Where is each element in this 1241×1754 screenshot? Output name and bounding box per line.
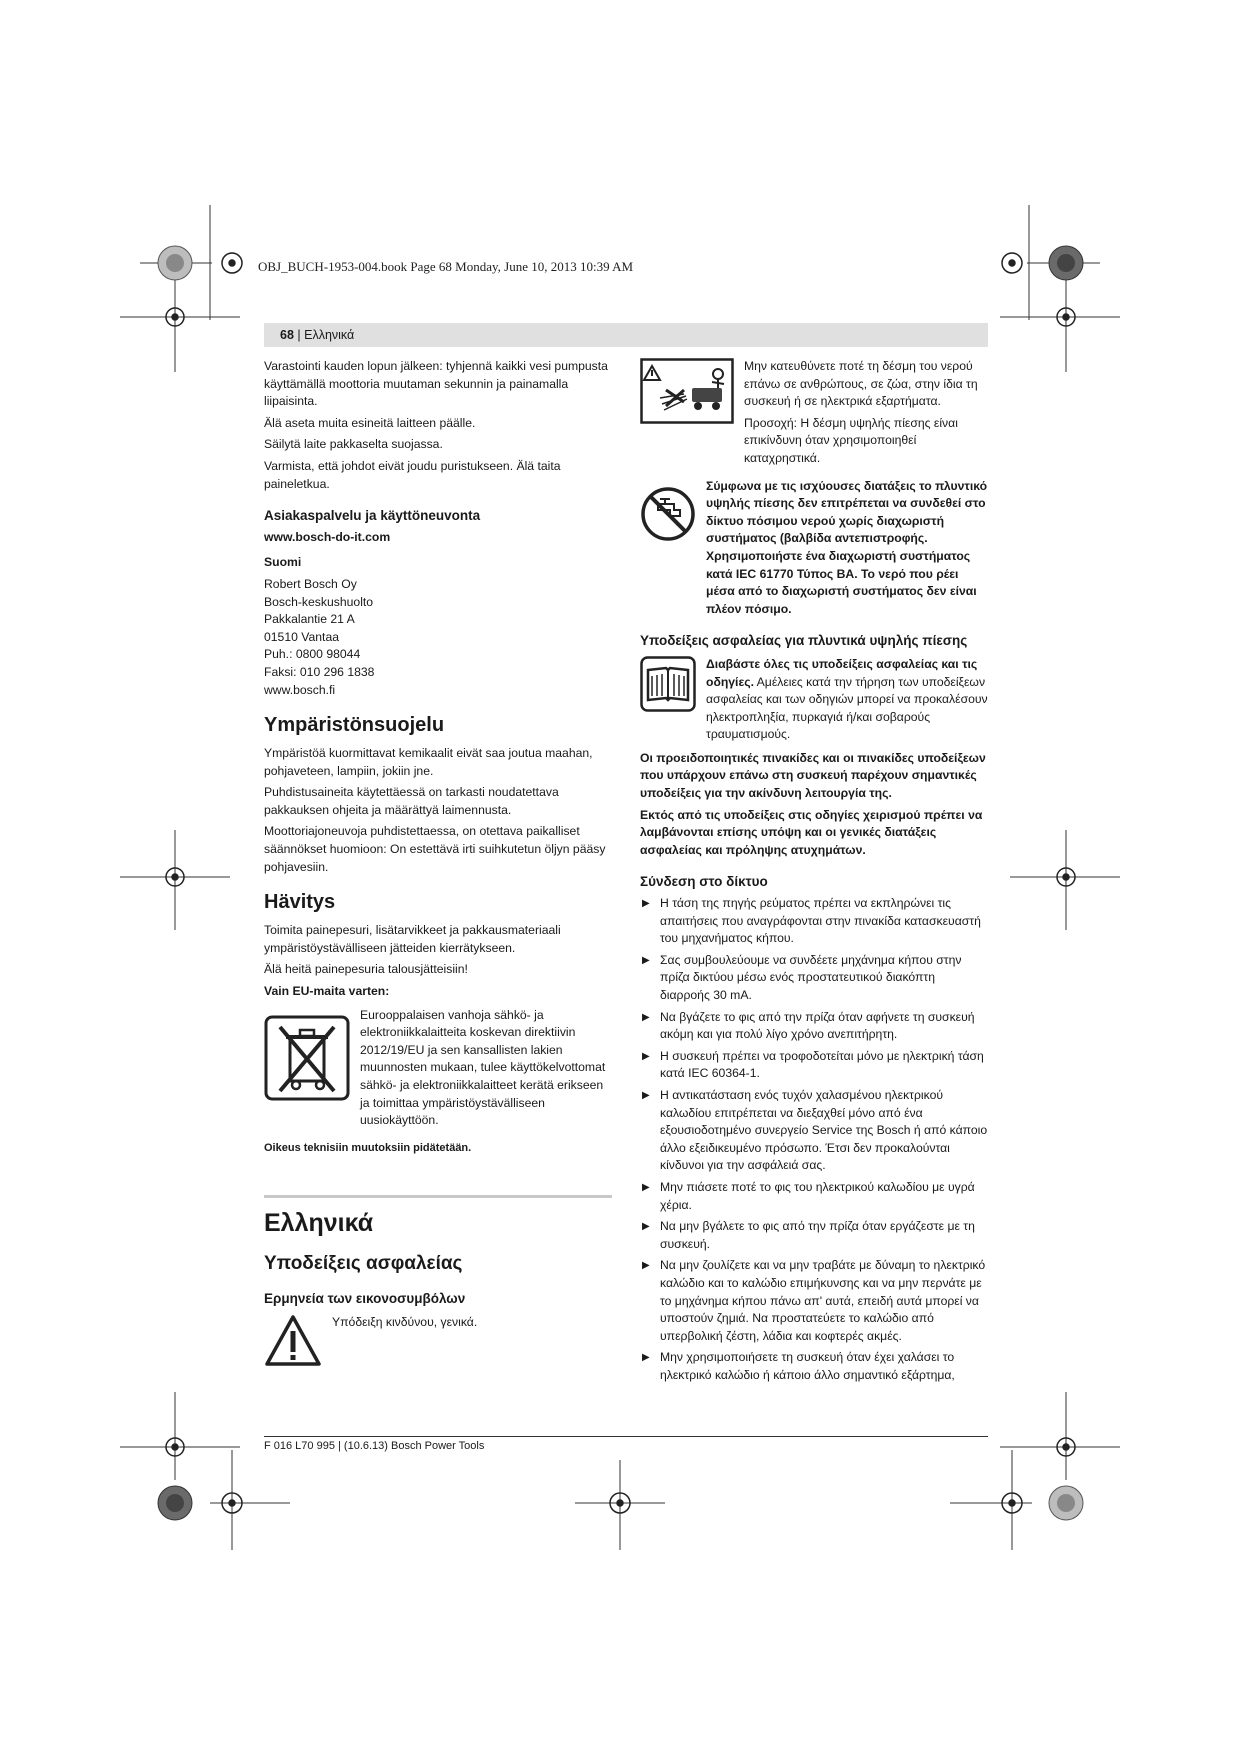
warning-labels-paragraph: Οι προειδοποιητικές πινακίδες και οι πινακίδες υποδείξεων που υπάρχουν επάνω στη συσκευή παρέχουν σημαντικές υποδείξεις για την ακίνδυνη λειτουργία της. — [640, 750, 986, 801]
weee-block — [264, 1007, 612, 1130]
environment-paragraph-1: Ympäristöä kuormittavat kemikaalit eivät saa joutua maahan, pohjaveteen, lampiin, jokiin jne. — [264, 746, 593, 778]
bullet-arrow-icon: ▶ — [642, 1181, 650, 1193]
potable-water-block — [640, 478, 988, 619]
hp-safety-heading: Υποδείξεις ασφαλείας για πλυντικά υψηλής πίεσης — [640, 633, 968, 649]
left-column — [264, 358, 612, 1380]
section-divider — [264, 1195, 612, 1198]
read-manual-text — [706, 656, 988, 744]
mains-heading: Σύνδεση στο δίκτυο — [640, 874, 768, 890]
address-line: Bosch-keskushuolto — [264, 594, 374, 609]
rights-note: Oikeus teknisiin muutoksiin pidätetään. — [264, 1141, 472, 1154]
page-language: Ελληνικά — [304, 328, 355, 342]
bullet-arrow-icon: ▶ — [642, 1050, 650, 1062]
list-item: ▶ Να μην ζουλίζετε και να μην τραβάτε με δύναμη το ηλεκτρικό καλώδιο και το καλώδιο επιμήκυνσης και να μην περνάτε με το μηχάνημα κήπου πάνω απ' αυτά, επειδή αυτά μπορεί να υποστούν ζημιά. Να προστατεύετε το καλώδιο από υπερβολική ζέστη, λάδια και κοφτερές ακμές. — [640, 1257, 988, 1345]
eu-label: Vain EU-maita varten: — [264, 984, 390, 999]
list-item: ▶ Η τάση της πηγής ρεύματος πρέπει να εκπληρώνει τις απαιτήσεις που αναγράφονται στην πινακίδα κατασκευαστή του μηχανήματος κήπου. — [640, 895, 988, 948]
bullet-arrow-icon: ▶ — [642, 1011, 650, 1023]
bullet-arrow-icon: ▶ — [642, 1089, 650, 1101]
list-item: ▶ Να μην βγάλετε το φις από την πρίζα όταν εργάζεστε με τη συσκευή. — [640, 1218, 988, 1253]
jet-paragraph-1: Μην κατευθύνετε ποτέ τη δέσμη του νερού επάνω σε ανθρώπους, σε ζώα, στην ίδια τη συσκευή ή σε ηλεκτρικά εξαρτήματα. — [744, 359, 978, 409]
water-jet-warning-icon — [640, 358, 734, 472]
address-line: Faksi: 010 296 1838 — [264, 664, 375, 679]
bullet-arrow-icon: ▶ — [642, 1352, 650, 1364]
list-item: ▶ Η συσκευή πρέπει να τροφοδοτείται μόνο με ηλεκτρική τάση κατά IEC 60364-1. — [640, 1048, 988, 1083]
potable-water-text: Σύμφωνα με τις ισχύουσες διατάξεις το πλυντικό υψηλής πίεσης δεν επιτρέπεται να συνδεθεί στο δίκτυο πόσιμου νερού χωρίς διαχωριστή συστήματος (βαλβίδα αντεπιστροφής. Χρησιμοποιήστε ένα διαχωριστή συστήματος κατά IEC 61770 Τύπος ΒΑ. Το νερό που ρέει μέσα από το διαχωριστή συστήματος δεν είναι πλέον πόσιμο. — [706, 478, 988, 616]
service-url[interactable]: www.bosch-do-it.com — [264, 529, 391, 544]
warning-triangle-icon — [264, 1314, 322, 1374]
footer-rule — [264, 1436, 988, 1437]
bullet-arrow-icon: ▶ — [642, 1260, 650, 1272]
page-separator: | — [293, 328, 305, 342]
page-header-bar — [264, 323, 988, 347]
read-manual-normal: Αμέλειες κατά την τήρηση των υποδείξεων ασφαλείας και των οδηγιών μπορεί να προκαλέσουν ηλεκτροπληξία, πυρκαγιά ή/και σοβαρούς τραυματισμούς. — [706, 674, 988, 742]
address-line[interactable]: www.bosch.fi — [264, 682, 336, 697]
disposal-paragraph-1: Toimita painepesuri, lisätarvikkeet ja pakkausmateriaali ympäristöystävälliseen jätteiden kierrätykseen. — [264, 923, 561, 955]
weee-bin-icon — [264, 1007, 350, 1130]
jet-warning-block — [640, 358, 988, 472]
address-block — [264, 576, 612, 699]
address-line: Pakkalantie 21 A — [264, 612, 355, 627]
jet-warning-text — [744, 358, 988, 472]
storage-paragraph-4: Varmista, että johdot eivät joudu puristukseen. Älä taita paineletkua. — [264, 458, 561, 491]
safety-heading: Υποδείξεις ασφαλείας — [264, 1253, 463, 1275]
page-number: 68 — [280, 328, 294, 342]
hazard-text: Υπόδειξη κινδύνου, γενικά. — [332, 1314, 478, 1329]
environment-paragraph-3: Moottoriajoneuvoja puhdistettaessa, on otettava paikalliset säännökset huomioon: On estettävä irti suihkutetun öljyn pääsy pohjavesiin. — [264, 824, 606, 874]
environment-heading: Ympäristönsuojelu — [264, 714, 445, 737]
storage-paragraph-3: Säilytä laite pakkaselta suojassa. — [264, 437, 443, 452]
disposal-paragraph-2: Älä heitä painepesuria talousjätteisiin! — [264, 962, 468, 977]
greek-title: Ελληνικά — [264, 1209, 374, 1238]
list-item: ▶ Σας συμβουλεύουμε να συνδέετε μηχάνημα κήπου στην πρίζα δικτύου μέσω ενός προστατευτικού διακόπτη διαρροής 30 mA. — [640, 952, 988, 1005]
weee-text: Eurooppalaisen vanhoja sähkö- ja elektroniikkalaitteita koskevan direktiivin 2012/19/EU ja sen kansallisten lakien muunnosten mukaan, tulee käyttökelvottomat sähkö- ja elektroniikkalaitteet kerätä erikseen ja toimittaa ympäristöystävälliseen uusiokäyttöön. — [360, 1007, 606, 1128]
page-footer: F 016 L70 995 | (10.6.13) Bosch Power Tools — [264, 1440, 485, 1452]
storage-paragraph-2: Älä aseta muita esineitä laitteen päälle. — [264, 415, 476, 430]
environment-paragraph-2: Puhdistusaineita käytettäessä on tarkasti noudatettava pakkauksen ohjeita ja määrättyä laimennusta. — [264, 785, 559, 817]
address-line: 01510 Vantaa — [264, 629, 339, 644]
bullet-arrow-icon: ▶ — [642, 898, 650, 910]
address-line: Puh.: 0800 98044 — [264, 647, 361, 662]
read-manual-block — [640, 656, 988, 744]
jet-paragraph-2: Προσοχή: Η δέσμη υψηλής πίεσης είναι επικίνδυνη όταν χρησιμοποιηθεί καταχρηστικά. — [744, 415, 958, 465]
storage-paragraph: Varastointi kauden lopun jälkeen: tyhjennä kaikki vesi pumpusta käyttämällä moottoria muutaman sekunnin ja painamalla liipaisinta. — [264, 359, 608, 409]
right-column — [640, 358, 988, 1388]
address-line: Robert Bosch Oy — [264, 576, 357, 591]
no-potable-water-icon — [640, 478, 696, 619]
list-item: ▶ Η αντικατάσταση ενός τυχόν χαλασμένου ηλεκτρικού καλωδίου επιτρέπεται να διεξαχθεί μόνο από ένα εξουσιοδοτημένο συνεργείο Service της Bosch ή από κάποιο άλλο εξειδικευμένο πρόσωπο. Έτσι δεν προκαλούνται κίνδυνοι για την ασφάλειά σας. — [640, 1087, 988, 1175]
bullet-arrow-icon: ▶ — [642, 954, 650, 966]
hazard-block — [264, 1314, 612, 1374]
symbols-heading: Ερμηνεία των εικονοσυμβόλων — [264, 1291, 466, 1307]
disposal-heading: Hävitys — [264, 891, 336, 914]
read-manual-icon — [640, 656, 696, 744]
bullet-arrow-icon: ▶ — [642, 1221, 650, 1233]
country-label: Suomi — [264, 555, 302, 570]
read-manual-bold: Διαβάστε όλες τις υποδείξεις ασφαλείας και τις οδηγίες. — [706, 656, 978, 689]
list-item: ▶ Να βγάζετε το φις από την πρίζα όταν αφήνετε τη συσκευή ακόμη και για πολύ λίγο χρόνο ανεπιτήρητη. — [640, 1009, 988, 1044]
service-heading: Asiakaspalvelu ja käyttöneuvonta — [264, 508, 481, 524]
list-item: ▶ Μην πιάσετε ποτέ το φις του ηλεκτρικού καλωδίου με υγρά χέρια. — [640, 1179, 988, 1214]
mains-bullet-list — [640, 895, 988, 1384]
print-header: OBJ_BUCH-1953-004.book Page 68 Monday, June 10, 2013 10:39 AM — [258, 259, 634, 274]
general-rules-paragraph: Εκτός από τις υποδείξεις στις οδηγίες χειρισμού πρέπει να λαμβάνονται επίσης υπόψη και οι γενικές διατάξεις ασφαλείας και πρόληψης ατυχημάτων. — [640, 807, 983, 857]
list-item: ▶ Μην χρησιμοποιήσετε τη συσκευή όταν έχει χαλάσει το ηλεκτρικό καλώδιο ή κάποιο άλλο σημαντικό εξάρτημα, — [640, 1349, 988, 1384]
